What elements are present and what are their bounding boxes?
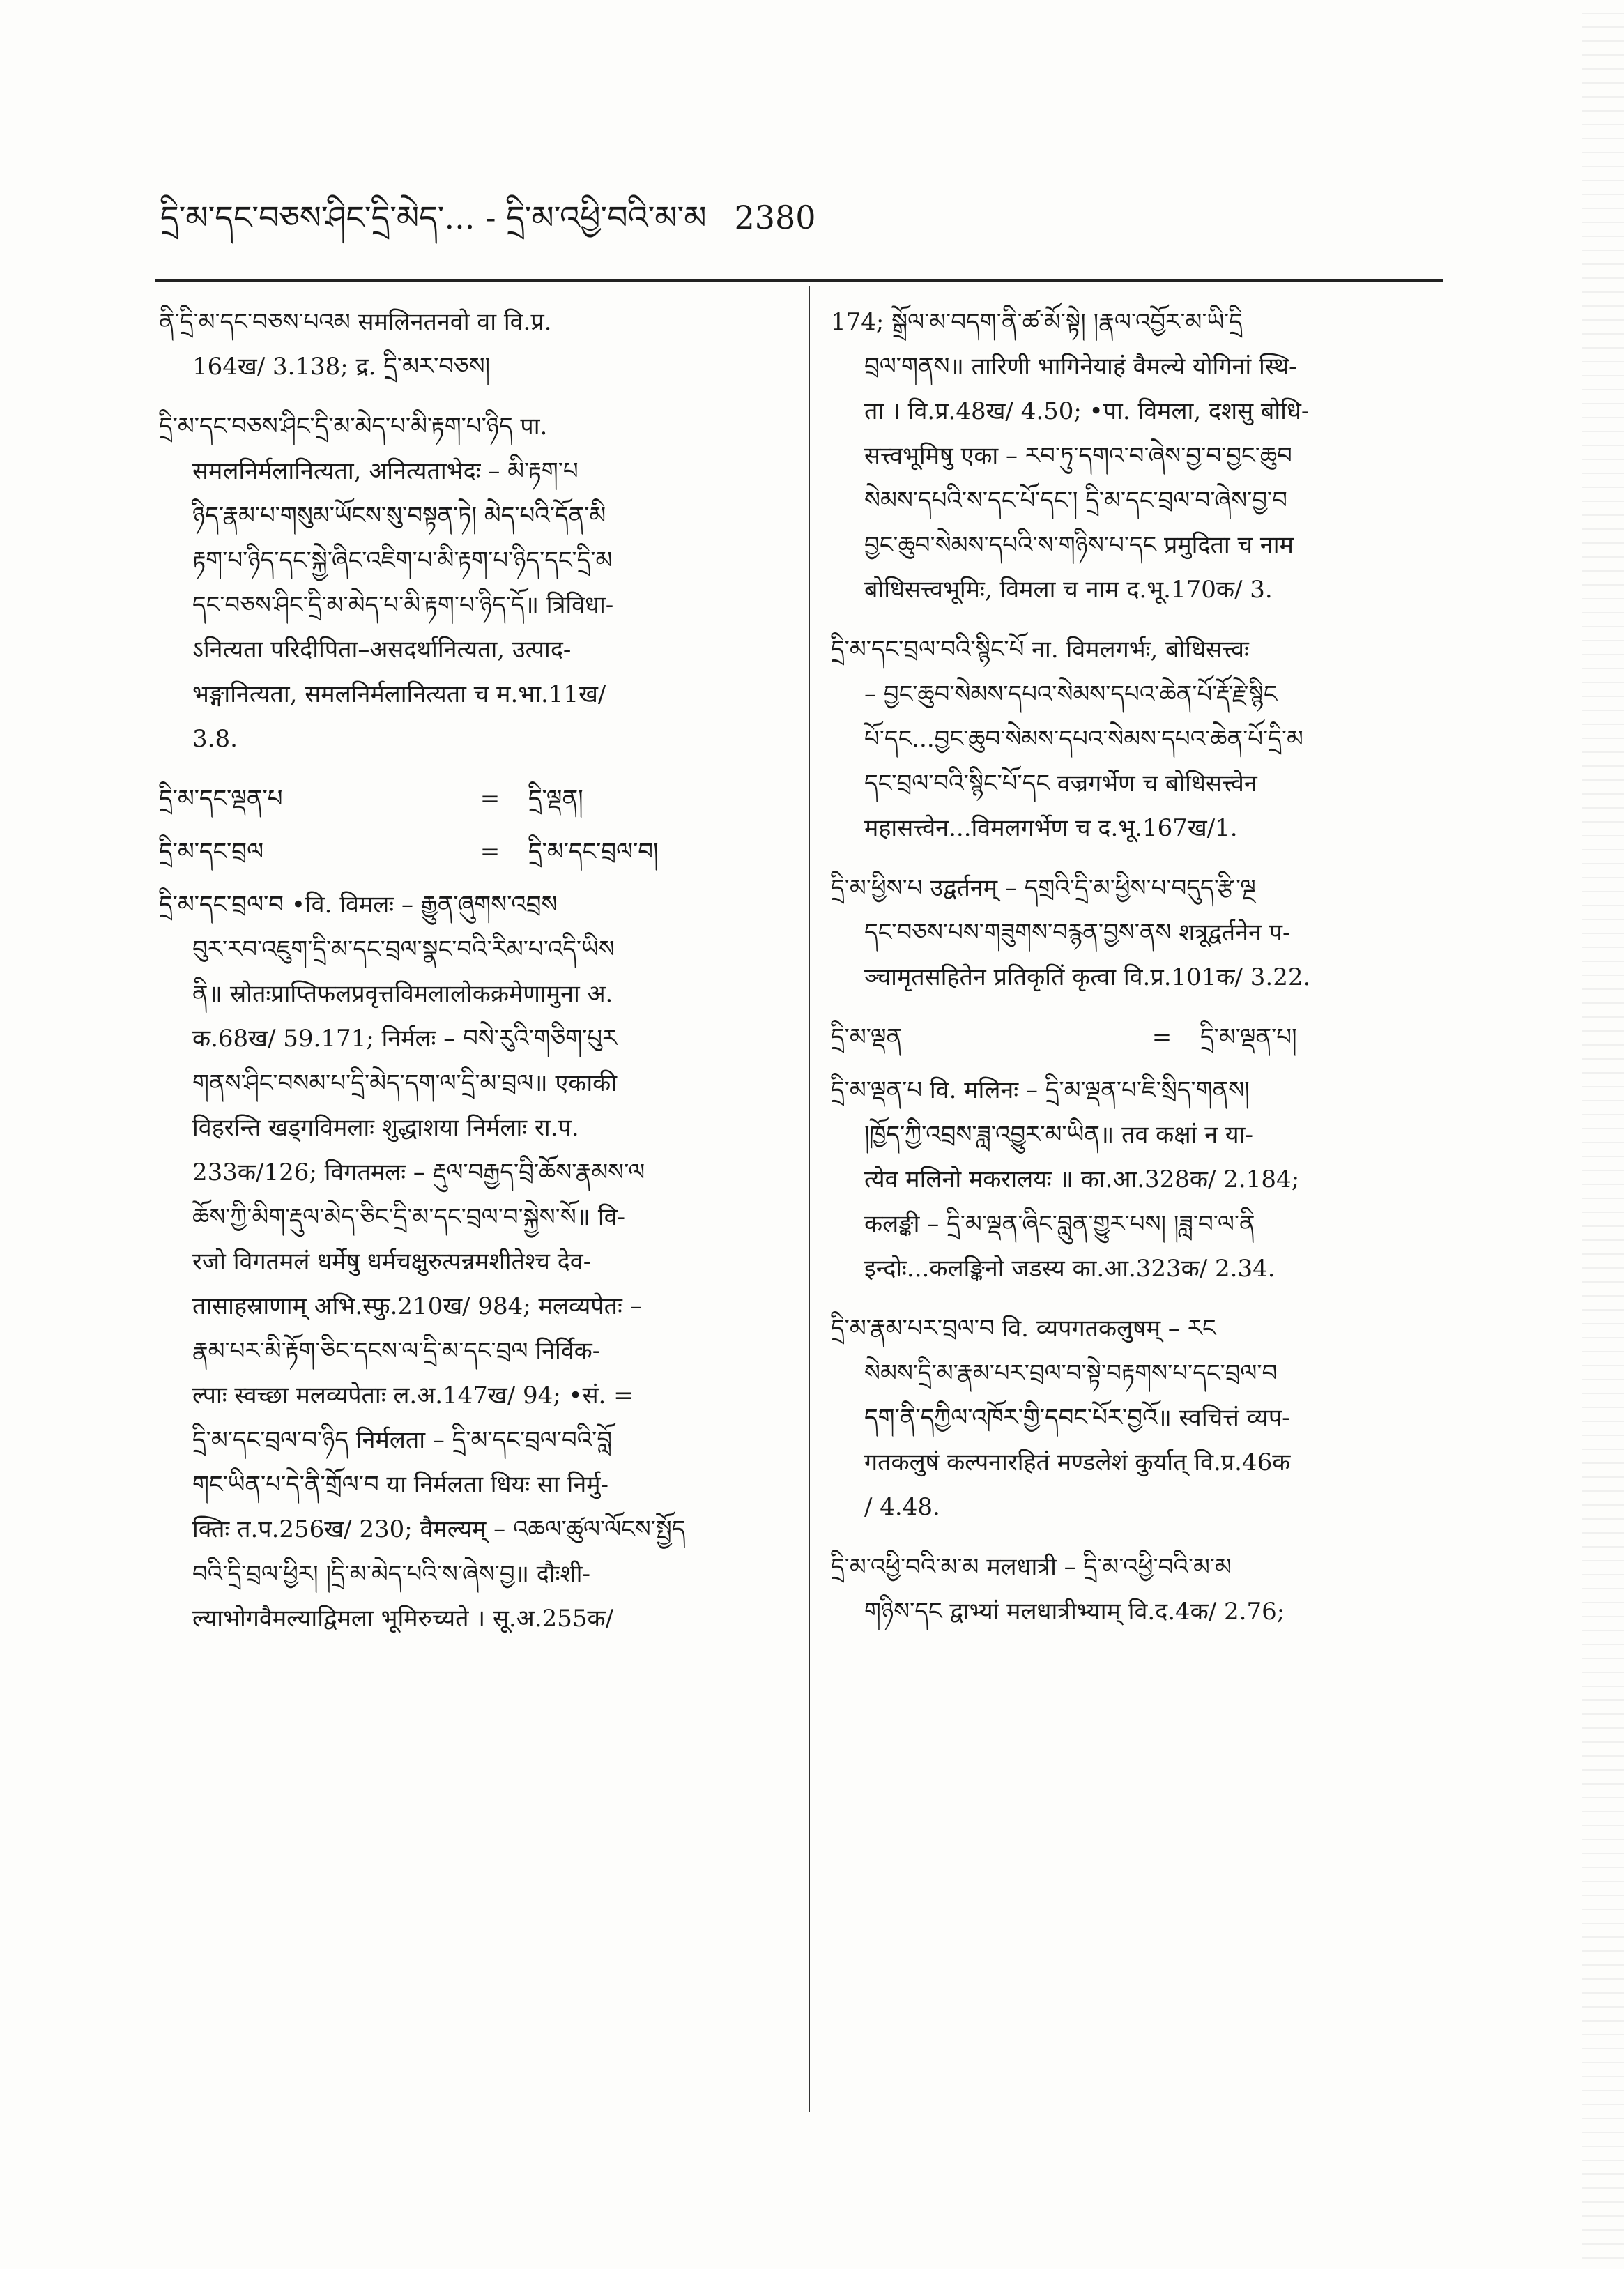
entry-line: 3.8.: [192, 725, 238, 753]
dictionary-entry: [831, 627, 1451, 850]
entry-line: རྟག་པ་ཉིད་དང་སྐྱེ་ཞིང་འཇིག་པ་མི་རྟག་པ་ཉིད་དང་དྲི་མ: [192, 547, 613, 574]
entry-headword-line: དྲི་མ་རྣམ་པར་བྲལ་བ वि. व्यपगतकलुषम् – རང: [831, 1315, 1216, 1343]
entry-headword-line: 174; སྒྲོལ་མ་བདག་ནི་ཚ་མོ་སྟེ། །རྣལ་འབྱོར་མ་ཡི་དྲི: [831, 308, 1243, 336]
entry-line: བྱང་ཆུབ་སེམས་དཔའི་ས་གཉིས་པ་དང प्रमुदिता च नाम: [864, 531, 1294, 559]
entry-line: ནི॥ स्रोतःप्राप्तिफलप्रवृत्तविमलालोकक्रमेणामुना अ.: [192, 980, 613, 1008]
entry-headword-line: དྲི་མ་དང་བཅས་ཤིང་དྲི་མ་མེད་པ་མི་རྟག་པ་ཉིད पा.: [159, 413, 548, 441]
dictionary-entry: [831, 300, 1451, 612]
entry-line: དྲི་མ་དང་བྲལ་བ་ཉིད निर्मलता – དྲི་མ་དང་བྲལ་བའི་བློ: [192, 1426, 613, 1454]
dictionary-entry: [159, 404, 786, 761]
entry-headword-line: དྲི་མ་དང་བྲལ་བ •वि. विमलः – རྒྱུན་ཞུགས་འབྲས: [159, 891, 558, 919]
cross-reference-target: དྲི་ལྡན།: [528, 785, 583, 813]
entry-line: གང་ཡིན་པ་དེ་ནི་གྲོལ་བ या निर्मलता धियः सा निर्मु-: [192, 1471, 609, 1499]
cross-reference-head: དྲི་མ་དང་བྲལ: [159, 838, 264, 866]
entry-headword-line: ནི་དྲི་མ་དང་བཅས་པའམ समलिनतनवो वा वि.प्र.: [159, 308, 552, 336]
entry-headword-line: དྲི་མ་འཕྱི་བའི་མ་མ मलधात्री – དྲི་མ་འཕྱི་བའི་མ་མ: [831, 1553, 1232, 1581]
entry-line: །ཁྱོད་ཀྱི་འབྲས་ཟླ་འབྱུར་མ་ཡིན॥ तव कक्षां न या-: [864, 1121, 1253, 1149]
cross-reference-target: དྲི་མ་དང་བྲལ་བ།: [528, 838, 659, 866]
header-rule: [155, 279, 1443, 282]
left-column: [159, 300, 786, 1656]
cross-reference-sign: =: [480, 785, 500, 813]
entry-line: 233क/126; विगतमलः – རྡུལ་བརྒྱད་བྲི་ཆོས་རྣམས་ལ: [192, 1159, 645, 1186]
cross-reference-target: དྲི་མ་ལྡན་པ།: [1200, 1023, 1297, 1051]
dictionary-entry: [831, 1306, 1451, 1529]
page-number: 2380: [734, 199, 816, 236]
entry-line: क.68ख/ 59.171; निर्मलः – བསེ་རུའི་གཅིག་པུར: [192, 1025, 618, 1053]
dictionary-entry: [831, 866, 1451, 1000]
entry-line: त्येव मलिनो मकरालयः ॥ का.आ.328क/ 2.184;: [864, 1166, 1300, 1193]
entry-line: བའི་དྲི་བྲལ་ཕྱིར། །དྲི་མ་མེད་པའི་ས་ཞེས་བྱ॥ दौःशी-: [192, 1560, 590, 1588]
right-column: [831, 300, 1451, 1649]
entry-line: 164ख/ 3.138; द्र. དྲི་མར་བཅས།: [192, 353, 491, 381]
entry-line: बोधिसत्त्वभूमिः, विमला च नाम द.भू.170क/ 3.: [864, 576, 1273, 604]
entry-line: सत्त्वभूमिषु एका – རབ་ཏུ་དགའ་བ་ཞེས་བྱ་བ་བྱང་ཆུབ: [864, 442, 1292, 470]
entry-line: བུར་རབ་འཇུག་དྲི་མ་དང་བྲལ་སྣང་བའི་རིམ་པ་འདི་ཡིས: [192, 935, 615, 963]
scan-edge-noise: [1582, 0, 1624, 2269]
entry-line: भङ्गानित्यता, समलनिर्मलानित्यता च म.भा.11ख/: [192, 680, 606, 708]
entry-line: བྲལ་གནས॥ तारिणी भागिनेयाहं वैमल्ये योगिनां स्थि-: [864, 353, 1297, 381]
cross-reference-head: དྲི་མ་དང་ལྡན་པ: [159, 785, 283, 813]
entry-line: གཉིས་དང द्वाभ्यां मलधात्रीभ्याम् वि.द.4क/ 2.76;: [864, 1598, 1285, 1626]
entry-line: ञ्चामृतसहितेन प्रतिकृतिं कृत्वा वि.प्र.101क/ 3.22.: [864, 963, 1311, 991]
page-header: [160, 183, 857, 238]
entry-line: པོ་དང...བྱང་ཆུབ་སེམས་དཔའ་སེམས་དཔའ་ཆེན་པོ་དྲི་མ: [864, 725, 1303, 753]
entry-line: ऽनित्यता परिदीपिता–असदर्थानित्यता, उत्पाद-: [192, 636, 572, 664]
entry-line: དང་བཅས་པས་གཟུགས་བརྙན་བྱས་ནས शत्रूद्वर्तनेन प-: [864, 919, 1291, 947]
entry-line: विहरन्ति खड्गविमलाः शुद्धाशया निर्मलाः रा.प.: [192, 1114, 579, 1142]
dictionary-entry: [831, 1068, 1451, 1291]
cross-reference-row: [159, 830, 786, 874]
entry-line: कलङ्की – དྲི་མ་ལྡན་ཞིང་བླུན་གྱུར་པས། །ཟླ་བ་ལ་ནི: [864, 1210, 1255, 1238]
cross-reference-sign: =: [1151, 1023, 1172, 1051]
entry-line: महासत्त्वेन...विमलगर्भेण च द.भू.167ख/1.: [864, 814, 1238, 842]
entry-line: गतकलुषं कल्पनारहितं मण्डलेशं कुर्यात् वि.प्र.46क: [864, 1449, 1291, 1476]
cross-reference-sign: =: [480, 838, 500, 866]
entry-line: དང་བཅས་ཤིང་དྲི་མ་མེད་པ་མི་རྟག་པ་ཉིད་དོ॥ त्रिविधा-: [192, 591, 614, 619]
entry-line: – བྱང་ཆུབ་སེམས་དཔའ་སེམས་དཔའ་ཆེན་པོ་རྡོ་རྗེ་སྙིང: [864, 680, 1278, 708]
entry-line: / 4.48.: [864, 1493, 940, 1521]
entry-line: ल्पाः स्वच्छा मलव्यपेताः ल.अ.147ख/ 94; •सं. =: [192, 1382, 634, 1409]
entry-line: རྣམ་པར་མི་རྟོག་ཅིང་དངས་ལ་དྲི་མ་དང་བྲལ निर्विक-: [192, 1337, 601, 1365]
entry-line: ता । वि.प्र.48ख/ 4.50; •पा. विमला, दशसु बोधि-: [864, 397, 1310, 425]
entry-line: དང་བྲལ་བའི་སྙིང་པོ་དང वज्रगर्भेण च बोधिसत्त्वेन: [864, 770, 1257, 797]
entry-headword-line: དྲི་མ་ཕྱིས་པ उद्वर्तनम् – དགྲའི་དྲི་མ་ཕྱིས་པ་བདུད་རྩི་ལྔ: [831, 874, 1256, 902]
page-title: དྲི་མ་དང་བཅས་ཤིང་དྲི་མེད་... - དྲི་མ་འཕྱི་བའི་མ་མ: [160, 199, 707, 236]
entry-line: ཉིད་རྣམ་པ་གསུམ་ཡོངས་སུ་བསྟན་ཏེ། མེད་པའི་དོན་མི: [192, 502, 606, 530]
entry-line: क्तिः त.प.256ख/ 230; वैमल्यम् – འཆལ་ཚུལ་ལོངས་སྤྱོད: [192, 1515, 686, 1543]
cross-reference-row: [831, 1015, 1451, 1060]
dictionary-entry: [831, 1545, 1451, 1634]
column-divider: [809, 286, 810, 2112]
entry-line: समलनिर्मलानित्यता, अनित्यताभेदः – མི་རྟག་པ: [192, 457, 579, 485]
entry-line: इन्दोः...कलङ्किनो जडस्य का.आ.323क/ 2.34.: [864, 1255, 1276, 1283]
cross-reference-row: [159, 777, 786, 821]
entry-line: སེམས་དཔའི་ས་དང་པོ་དང་། དྲི་མ་དང་བྲལ་བ་ཞེས་བྱ་བ: [864, 487, 1287, 514]
cross-reference-head: དྲི་མ་ལྡན: [831, 1023, 903, 1051]
entry-line: གནས་ཤིང་བསམ་པ་དྲི་མེད་དག་ལ་དྲི་མ་བྲལ॥ एकाकी: [192, 1069, 618, 1097]
entry-line: ल्याभोगवैमल्याद्विमला भूमिरुच्यते । सू.अ.255क/: [192, 1605, 614, 1633]
entry-headword-line: དྲི་མ་དང་བྲལ་བའི་སྙིང་པོ ना. विमलगर्भः, बोधिसत्त्वः: [831, 636, 1249, 664]
dictionary-entry: [159, 300, 786, 389]
entry-headword-line: དྲི་མ་ལྡན་པ वि. मलिनः – དྲི་མ་ལྡན་པ་ཇི་སྲིད་གནས།: [831, 1076, 1250, 1104]
entry-line: तासाहस्राणाम् अभि.स्फु.210ख/ 984; मलव्यपेतः –: [192, 1292, 642, 1320]
entry-line: ཆོས་ཀྱི་མིག་རྡུལ་མེད་ཅིང་དྲི་མ་དང་བྲལ་བ་སྐྱེས་སོ॥ वि-: [192, 1203, 626, 1231]
entry-line: रजो विगतमलं धर्मेषु धर्मचक्षुरुत्पन्नमशीतेश्च देव-: [192, 1248, 592, 1276]
dictionary-entry: [159, 883, 786, 1641]
entry-line: དག་ནི་དཀྱིལ་འཁོར་གྱི་དབང་པོར་བྱའོ॥ स्वचित्तं व्यप-: [864, 1404, 1290, 1432]
entry-line: སེམས་དྲི་མ་རྣམ་པར་བྲལ་བ་སྟེ་བརྟགས་པ་དང་བྲལ་བ: [864, 1359, 1278, 1387]
